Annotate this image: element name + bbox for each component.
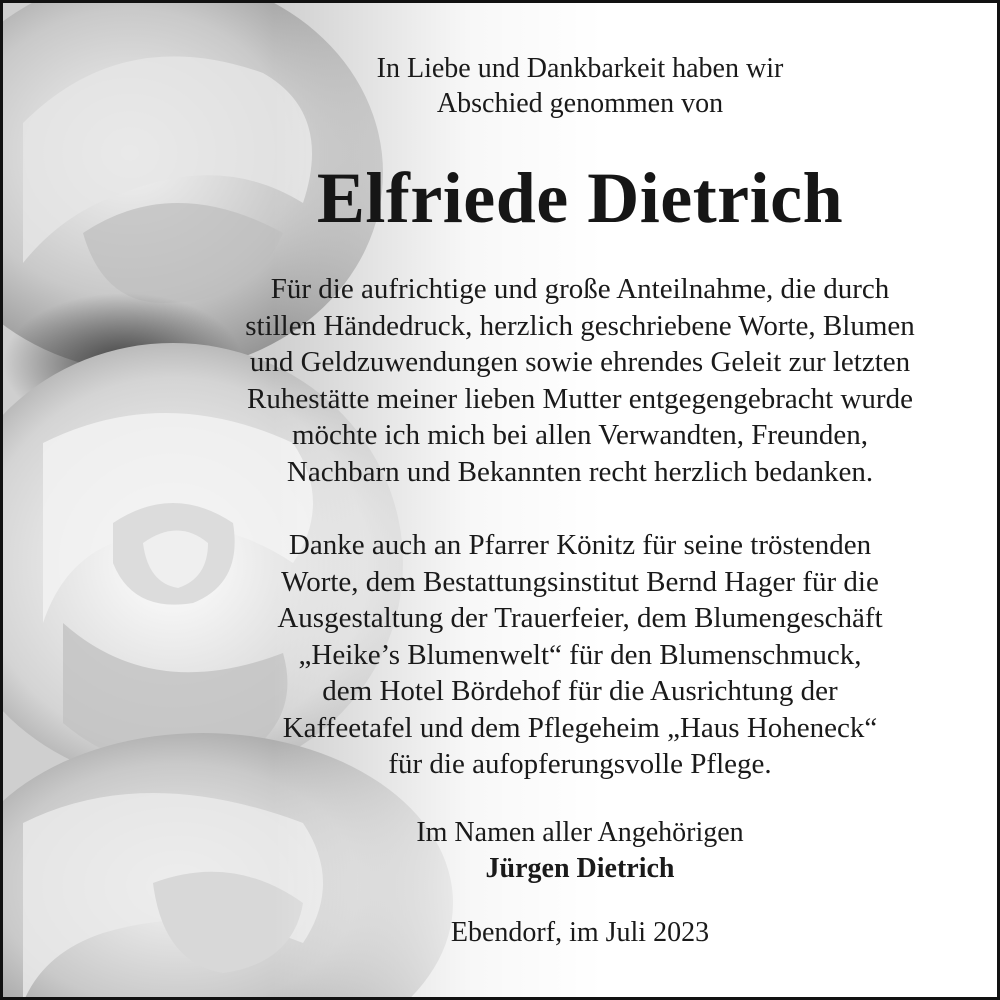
paragraph-line: stillen Händedruck, herzlich geschriebene Worte, Blumen <box>245 309 915 342</box>
intro-line: Abschied genommen von <box>436 88 724 119</box>
paragraph-line: Ruhestätte meiner lieben Mutter entgegengebracht wurde <box>247 382 913 415</box>
acknowledgements-paragraph <box>163 527 997 783</box>
paragraph-line: „Heike’s Blumenwelt“ für den Blumenschmuck, <box>298 638 862 671</box>
paragraph-line: Kaffeetafel und dem Pflegeheim „Haus Hoheneck“ <box>282 711 878 744</box>
paragraph-line: dem Hotel Bördehof für die Ausrichtung der <box>322 675 838 707</box>
thanks-paragraph <box>163 271 997 490</box>
paragraph-line: Nachbarn und Bekannten recht herzlich bedanken. <box>286 455 874 488</box>
paragraph-line: möchte ich mich bei allen Verwandten, Freunden, <box>291 419 869 451</box>
signer-name: Jürgen Dietrich <box>485 853 675 884</box>
intro-text <box>163 51 997 121</box>
paragraph-line: Worte, dem Bestattungsinstitut Bernd Hager für die <box>281 565 879 598</box>
paragraph-line: und Geldzuwendungen sowie ehrendes Geleit zur letzten <box>249 346 911 378</box>
paragraph-line: Für die aufrichtige und große Anteilnahme, die durch <box>270 273 890 305</box>
place-date: Ebendorf, im Juli 2023 <box>450 917 710 948</box>
notice-text-column <box>163 3 997 997</box>
deceased-name: Elfriede Dietrich <box>316 158 844 238</box>
closing-block <box>163 815 997 887</box>
closing-text: Im Namen aller Angehörigen <box>416 817 744 848</box>
paragraph-line: für die aufopferungsvolle Pflege. <box>388 748 772 780</box>
intro-line: In Liebe und Dankbarkeit haben wir <box>376 53 784 84</box>
paragraph-line: Ausgestaltung der Trauerfeier, dem Blumengeschäft <box>277 602 883 634</box>
paragraph-line: Danke auch an Pfarrer Könitz für seine tröstenden <box>288 529 872 561</box>
